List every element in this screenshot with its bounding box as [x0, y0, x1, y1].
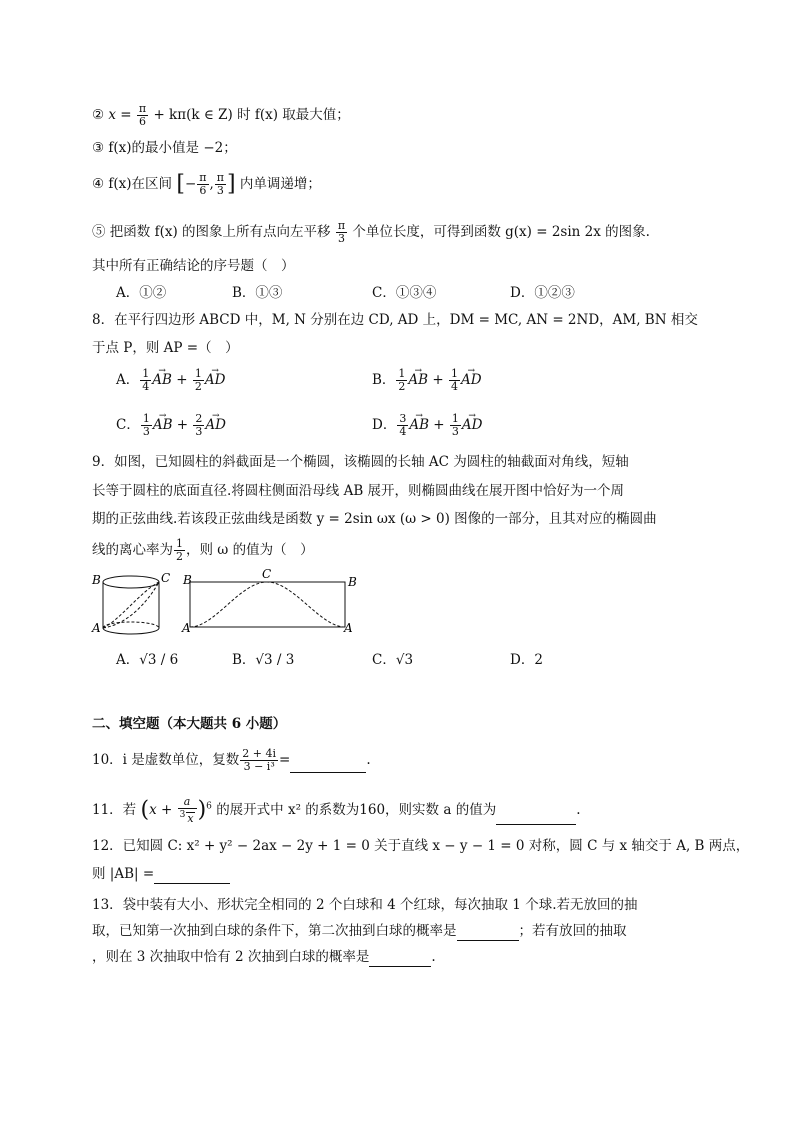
q9-line3: 期的正弦曲线.若该段正弦曲线是函数 y = 2sin ωx (ω > 0) 图像的一部分，且其对应的椭圆曲: [92, 511, 657, 527]
q7-option-c[interactable]: C．①③④: [372, 285, 437, 301]
q7-item3: ③ f(x)的最小值是 −2；: [92, 140, 237, 156]
q9-option-d[interactable]: D．2: [510, 652, 543, 668]
q8-option-b[interactable]: B． $\frac{1}{2}$ → AB + $\frac{1}{4}$ → AD: [372, 368, 482, 393]
q9-line1: 9．如图，已知圆柱的斜截面是一个椭圆，该椭圆的长轴 AC 为圆柱的轴截面对角线，短轴: [92, 454, 629, 470]
label-A-cyl: A: [92, 621, 101, 635]
q7-item4: ④ f(x)在区间 [− $\frac{\pi}{6}$ , $\frac{\pi}{3}$ ] 内单调递增；: [92, 171, 321, 197]
q10: 10．i 是虚数单位，复数 $\frac{2 + 4i}{\text{3 − i³}}$ = .: [92, 747, 371, 773]
q7-item2: ② x = $\frac{\pi}{6}$ + kπ(k ∈ Z) 时 f(x) 取最大值；: [92, 102, 350, 128]
q9-option-c[interactable]: C．√3: [372, 652, 414, 668]
q13-line1: 13．袋中装有大小、形状完全相同的 2 个白球和 4 个红球，每次抽取 1 个球.若无放回的抽: [92, 897, 638, 913]
cylinder-diagram: [91, 571, 170, 635]
q11-answer-blank[interactable]: [496, 810, 576, 825]
q7-option-d[interactable]: D．①②③: [510, 285, 575, 301]
q10-answer-blank[interactable]: [290, 758, 366, 773]
q9-option-b[interactable]: B．√3 / 3: [232, 652, 295, 668]
q7-option-b[interactable]: B．①③: [232, 285, 283, 301]
label-B-cyl: B: [92, 573, 101, 587]
section-title: 二、填空题（本大题共 6 小题）: [92, 716, 287, 732]
q7-prompt: 其中所有正确结论的序号题（ ）: [92, 258, 295, 274]
q7-item5: ⑤ 把函数 f(x) 的图象上所有点向左平移 $\frac{\pi}{3}$ 个单位长度，可得到函数 g(x) = 2sin 2x 的图象.: [92, 219, 650, 245]
q13-answer-blank-1[interactable]: [457, 926, 519, 941]
q12-line2: 则 |AB| =: [92, 864, 230, 884]
q12-line1: 12．已知圆 C: x² + y² − 2ax − 2y + 1 = 0 关于直线 x − y − 1 = 0 对称，圆 C 与 x 轴交于 A, B 两点，: [92, 838, 750, 854]
label-B-right: B: [348, 575, 357, 589]
q11: 11．若 (x + $\frac{a}{^3 x}$ )$^6$ 的展开式中 x² 的系数为160，则实数 a 的值为 .: [92, 795, 581, 825]
q8-option-d[interactable]: D． $\frac{3}{4}$ → AB + $\frac{1}{3}$ → AD: [372, 413, 482, 438]
q13-line3: ，则在 3 次抽取中恰有 2 次抽到白球的概率是 .: [92, 949, 436, 965]
q8-stem-line1: 8．在平行四边形 ABCD 中，M, N 分别在边 CD, AD 上，DM = MC, AN = 2ND，AM, BN 相交: [92, 312, 698, 328]
label-C-top: C: [262, 568, 272, 581]
q8-option-a[interactable]: A． $\frac{1}{4}$ → AB + $\frac{1}{2}$ → AD: [116, 368, 225, 393]
q9-line2: 长等于圆柱的底面直径.将圆柱侧面沿母线 AB 展开，则椭圆曲线在展开图中恰好为一个周: [92, 483, 625, 499]
q8-stem-line2: 于点 P，则 AP =（ ）: [92, 340, 239, 356]
label-C-cyl: C: [161, 571, 171, 585]
unrolled-diagram: [181, 568, 357, 635]
label-A-left: A: [182, 621, 191, 635]
q12-answer-blank[interactable]: [154, 869, 230, 884]
label-B-left: B: [183, 573, 192, 587]
label-A-right: A: [344, 621, 353, 635]
q7-option-a[interactable]: A．①②: [116, 285, 167, 301]
q9-line4: 线的离心率为 $\frac{1}{2}$ ，则 ω 的值为（ ）: [92, 537, 314, 563]
q13-line2: 取，已知第一次抽到白球的条件下，第二次抽到白球的概率是 ；若有放回的抽取: [92, 923, 627, 939]
q9-figure: [90, 568, 370, 640]
item-marker: ②: [92, 107, 105, 123]
q9-option-a[interactable]: A．√3 / 6: [116, 652, 179, 668]
q8-option-c[interactable]: C． $\frac{1}{3}$ → AB + $\frac{2}{3}$ → AD: [116, 413, 226, 438]
q13-answer-blank-2[interactable]: [369, 952, 431, 967]
